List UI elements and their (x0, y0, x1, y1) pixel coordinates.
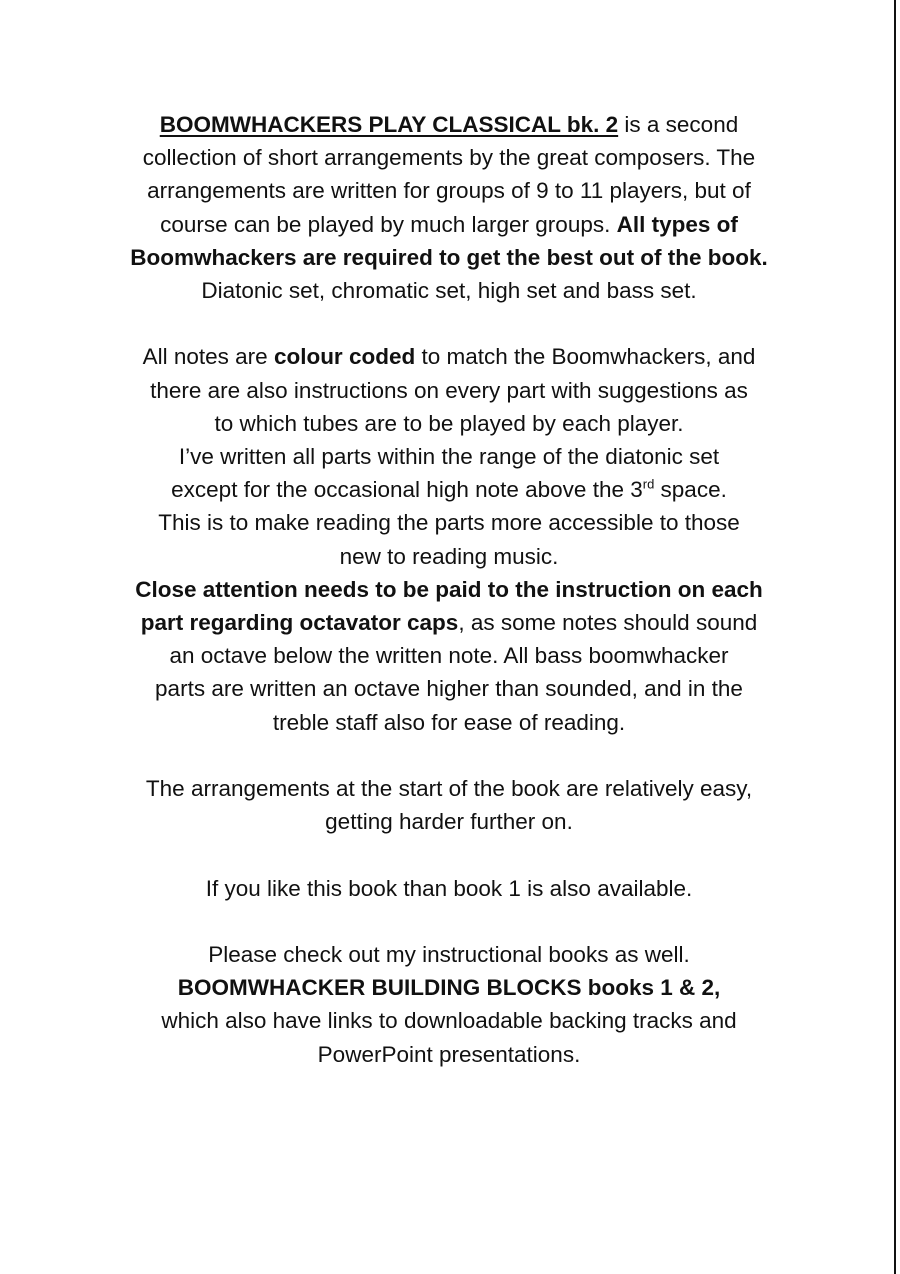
notes-line-4: I’ve written all parts within the range of the diatonic set (178, 444, 720, 470)
page-body-text (90, 108, 808, 1071)
intro-line-2: collection of short arrangements by the great composers. The (142, 145, 756, 171)
promo-line-3: which also have links to downloadable backing tracks and (161, 1008, 737, 1034)
promo-line-2: BOOMWHACKER BUILDING BLOCKS books 1 & 2, (177, 975, 721, 1001)
promo-line-4: PowerPoint presentations. (317, 1041, 581, 1067)
notes-line-12: treble staff also for ease of reading. (272, 709, 626, 735)
book-title: BOOMWHACKERS PLAY CLASSICAL bk. 2 (159, 112, 619, 137)
notes-line-3: to which tubes are to be played by each player. (214, 410, 684, 436)
notes-line-8: Close attention needs to be paid to the instruction on each (135, 576, 763, 602)
notes-line-5: except for the occasional high note above the 3rd space. (171, 476, 727, 503)
notes-line-9: part regarding octavator caps, as some notes should sound (140, 610, 758, 636)
promo-line-1: Please check out my instructional books as well. (208, 942, 690, 968)
paragraph-gap (90, 905, 808, 938)
intro-line-6: Diatonic set, chromatic set, high set and bass set. (201, 278, 697, 304)
intro-line-4: course can be played by much larger groups. All types of (160, 211, 738, 237)
notes-line-11: parts are written an octave higher than sounded, and in the (155, 676, 743, 702)
notes-line-10: an octave below the written note. All bass boomwhacker (169, 643, 729, 669)
intro-line-5: Boomwhackers are required to get the best out of the book. (130, 244, 768, 270)
notes-line-7: new to reading music. (339, 543, 559, 569)
book1-note: If you like this book than book 1 is also available. (205, 875, 693, 901)
difficulty-line-1: The arrangements at the start of the book are relatively easy, (145, 776, 753, 802)
intro-line-3: arrangements are written for groups of 9 to 11 players, but of (147, 178, 751, 204)
notes-line-6: This is to make reading the parts more accessible to those (158, 510, 740, 536)
paragraph-gap (90, 739, 808, 772)
notes-line-2: there are also instructions on every part with suggestions as (150, 377, 748, 403)
paragraph-gap (90, 838, 808, 871)
notes-line-1: All notes are colour coded to match the Boomwhackers, and (142, 344, 756, 370)
intro-line-1: BOOMWHACKERS PLAY CLASSICAL bk. 2 is a second (159, 112, 739, 137)
paragraph-gap (90, 307, 808, 340)
difficulty-line-2: getting harder further on. (325, 809, 573, 835)
